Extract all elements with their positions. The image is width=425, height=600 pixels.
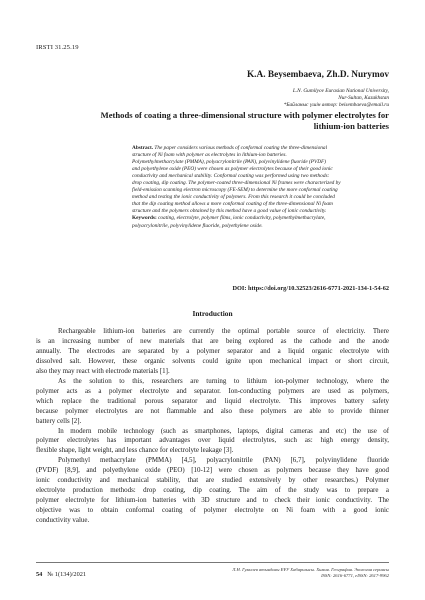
- issue-number: № 1(134)/2021: [47, 571, 87, 578]
- affiliation-line: Nur-Sultan, Kazakhstan: [338, 95, 389, 102]
- keywords-line: [132, 215, 389, 222]
- body-line: battery cells [2].: [36, 416, 82, 425]
- page-number: 54: [36, 571, 43, 578]
- doi: DOI: https://doi.org/10.32523/2616-6771-2021-134-1-54-62: [232, 285, 389, 292]
- keywords-line: polyacrylonitrile, polyvinylidene fluoride, polyethylene oxide.: [132, 222, 263, 229]
- title-line: Methods of coating a three-dimensional structure with polymer electrolytes for: [100, 110, 389, 120]
- body-line: ionic conductivity and mechanical stability, that are studied extensively by other researches.) Polymer: [36, 476, 389, 485]
- body-line: As the solution to this, researchers are turning to lithium ion-polymer technology, where the: [58, 376, 389, 385]
- body-line: Polymethyl methacrylate (PMMA) [4,5], polyacrylonitrile (PAN) [6,7], polyvinylidene fluoride: [58, 456, 389, 465]
- abstract-label: Abstract.: [132, 145, 154, 151]
- body-line: In modern mobile technology (such as smartphones, laptops, digital cameras and etc) the use of: [58, 426, 389, 435]
- body-line: also they may react with electrode materials [1].: [36, 366, 170, 375]
- affiliation-line: L.N. Gumilyov Eurasian National University,: [292, 88, 389, 94]
- abstract-line: Polymethylmethacrylate (PMMA), polyacrylonitrile (PAN), polyvinylidene fluoride (PVDF): [132, 159, 327, 166]
- affiliation: [89, 88, 389, 110]
- abstract-line: structure of Ni foam with polymer as electrolytes in lithium-ion batteries.: [132, 152, 287, 159]
- irsti-code: IRSTI 31.25.19: [36, 44, 79, 51]
- footer-journal: [169, 567, 389, 579]
- body-line: Rechargeable lithium-ion batteries are currently the optimal portable source of electricity. There: [58, 327, 389, 335]
- body-line: polymer electrolytes has important advantages over liquid electrolytes, such as: high energy density,: [36, 436, 389, 445]
- abstract-line: conductivity and mechanical stability. Conformal coating was performed using two methods:: [132, 173, 330, 180]
- abstract-line: structure and the polymers obtained by this method have a good value of ionic conductivity.: [132, 208, 327, 215]
- body-line: dissolved salt. However, these organic solvents could ignite upon mechanical impact or short circuit,: [36, 356, 389, 365]
- title-line: lithium-ion batteries: [313, 120, 389, 131]
- paper-title: [69, 110, 389, 132]
- journal-name: Л.Н. Гумилев атындағы ЕҰУ Хабаршысы. Химия. География. Экология сериясы: [232, 567, 389, 572]
- body-line: electrolyte production methods: drop coating, dip coating. The aim of the study was to prepare a: [36, 486, 389, 495]
- body-line: objective was to obtain conformal coating of polymer electrolyte on Ni foam with a good ionic: [36, 506, 389, 515]
- keywords-label: Keywords:: [132, 215, 157, 222]
- abstract-line: [132, 145, 389, 152]
- body-line: polymer acts as a polymer electrolyte and separator. Ion-conducting polymers are used as polymers,: [36, 386, 389, 395]
- abstract-line: field-emission scanning electron microscopy (FE-SEM) to determine the more conformal coating: [132, 187, 338, 194]
- journal-issn: ISSN: 2616-6771, eISSN: 2617-9962: [321, 573, 389, 579]
- abstract: [132, 145, 389, 230]
- body-line: (PVDF) [8,9], and polyethylene oxide (PEO) [10-12] were chosen as polymers because they have good: [36, 466, 389, 475]
- abstract-line: that the dip coating method allows a more conformal coating of the three-dimensional Ni foam: [132, 201, 333, 208]
- footer-page-info: [36, 571, 86, 578]
- body-line: flexible shape, light weight, and less chance for electrolyte leakage [3].: [36, 446, 234, 455]
- body-line: which replace the traditional porous separator and liquid electrolyte. This improves battery safety: [36, 396, 389, 405]
- body-line: conductivity value.: [36, 516, 90, 525]
- authors: K.A. Beysembaeva, Zh.D. Nurymov: [246, 70, 389, 80]
- abstract-text: The paper considers various methods of conformal coating the three-dimensional: [154, 145, 328, 151]
- abstract-line: drop coating, dip coating. The polymer-coated three-dimensional Ni frames were characterized by: [132, 180, 341, 187]
- abstract-line: and polyethylene oxide (PEO) were chosen as polymer electrolytes because of their good ionic: [132, 166, 333, 173]
- abstract-line: method and testing the ionic conductivity of polymers. From this research it could be concluded: [132, 194, 335, 201]
- section-heading: Introduction: [192, 309, 233, 318]
- body-line: annually. The electrodes are separated by a polymer separator and a liquid organic electrolyte with: [36, 346, 389, 355]
- keywords-text: coating, electrolyte, polymer films, ionic conductivity, polymethylmethacrylate,: [158, 215, 326, 222]
- body-line: polymer electrolyte for lithium-ion batteries with 3D structure and to check their ionic conductivity. The: [36, 496, 389, 505]
- affiliation-line: *Байланыс үшін автор: beisembaeva@email.ru: [283, 102, 389, 109]
- body-line: because polymer electrolytes are not flammable and also these polymers are able to provide thinner: [36, 406, 389, 415]
- body-text: [36, 327, 389, 526]
- footer-divider: [36, 562, 389, 563]
- body-line: is an increasing number of new materials that are being explored as the cathode and the anode: [36, 336, 389, 345]
